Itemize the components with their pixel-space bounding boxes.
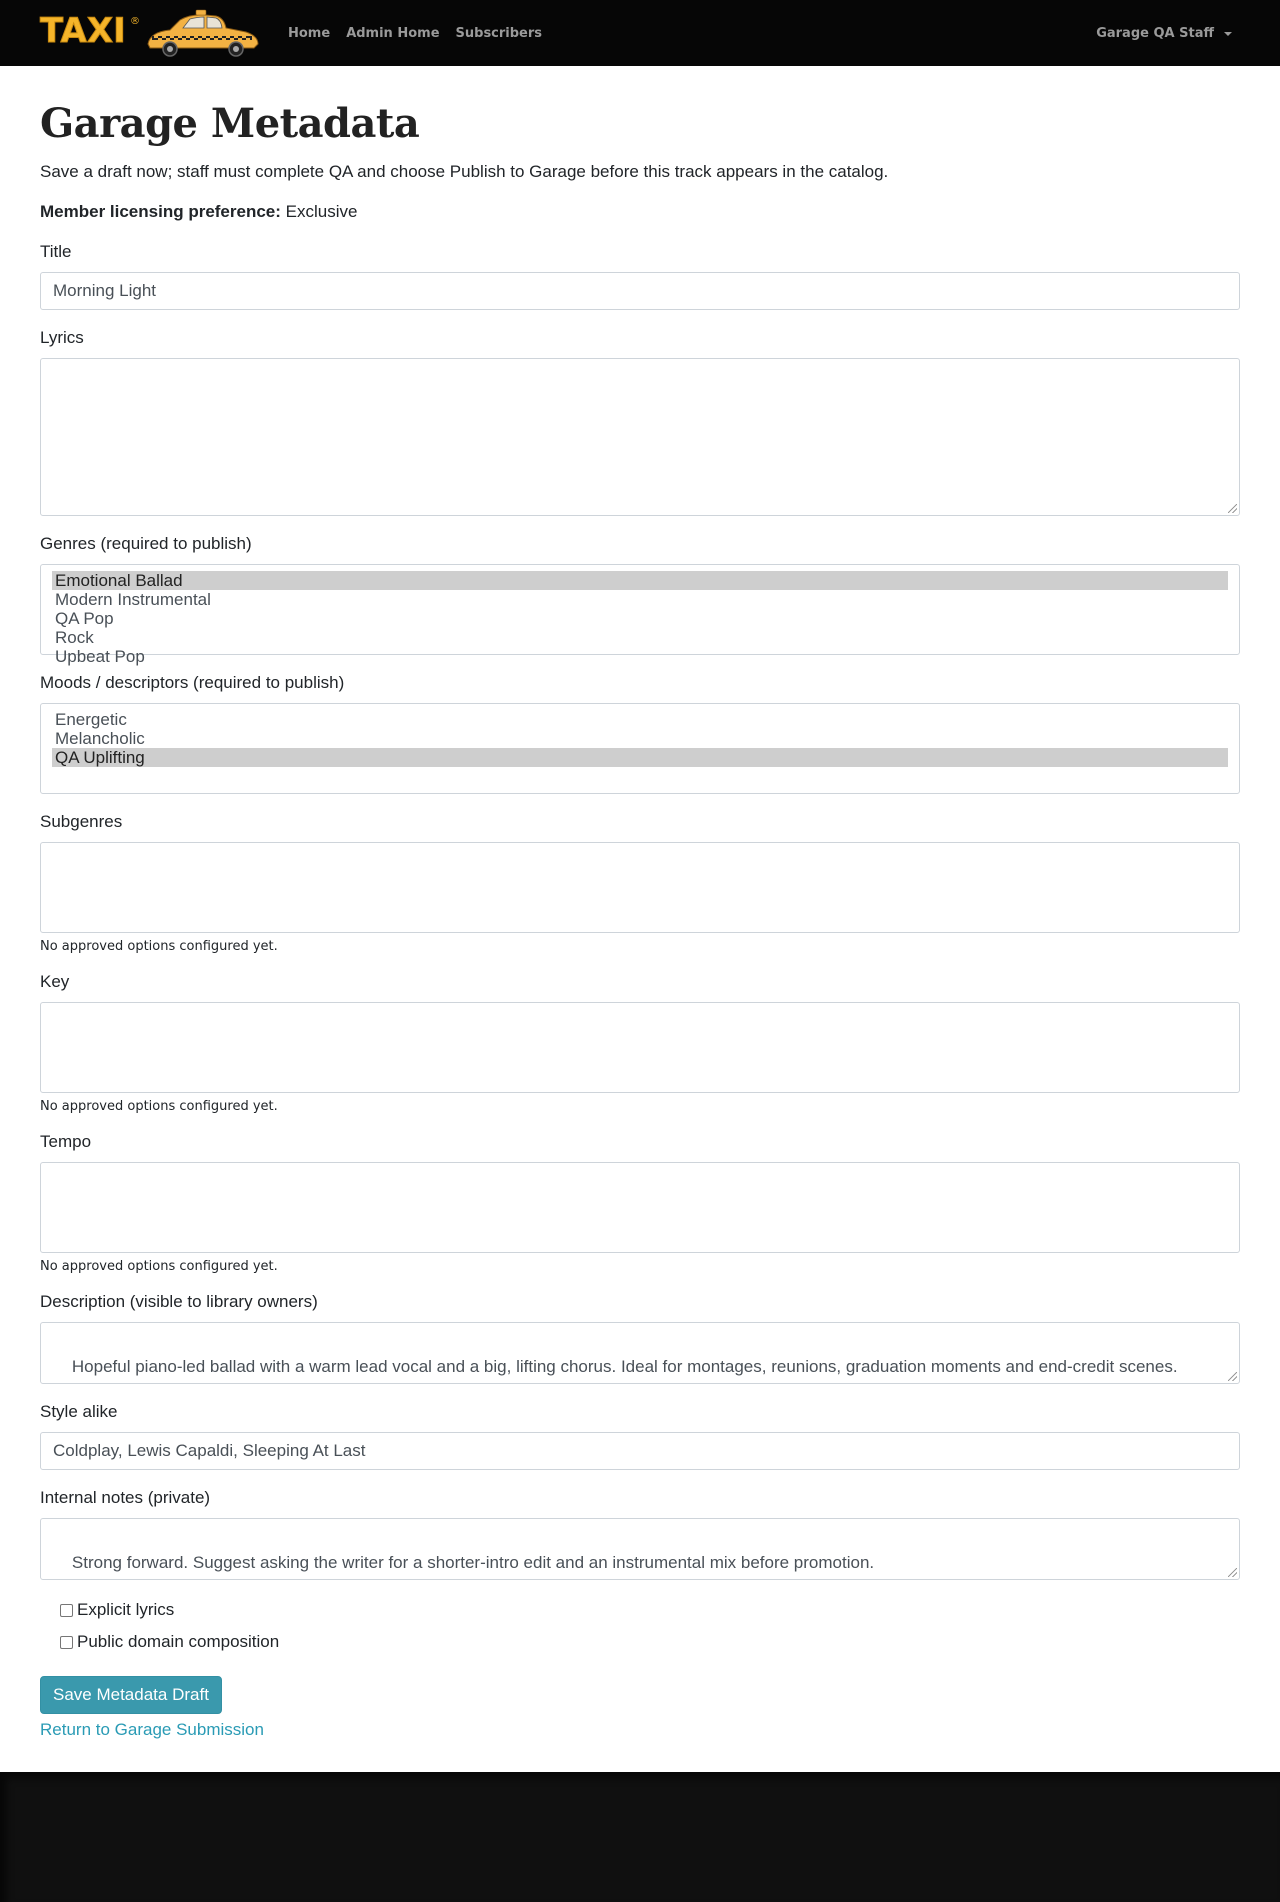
style-alike-input[interactable]: Coldplay, Lewis Capaldi, Sleeping At Last [40, 1432, 1240, 1470]
top-navbar [0, 0, 1280, 66]
mood-option-energetic[interactable]: Energetic [55, 710, 127, 729]
svg-text:TAXI: TAXI [40, 11, 126, 51]
genre-option-qa-pop[interactable]: QA Pop [55, 609, 114, 628]
lyrics-textarea[interactable] [40, 358, 1240, 516]
moods-listbox[interactable] [40, 703, 1240, 794]
chevron-down-icon [1224, 32, 1232, 36]
nav-link-subscribers[interactable]: Subscribers [455, 25, 543, 41]
resize-grip-icon[interactable] [1228, 504, 1237, 513]
genre-option-modern-instrumental[interactable]: Modern Instrumental [55, 590, 211, 609]
internal-notes-value: Strong forward. Suggest asking the writer for a shorter-intro edit and an instrumental mix before promotion. [71, 1553, 875, 1572]
genres-label: Genres (required to publish) [40, 534, 252, 553]
user-menu-dropdown[interactable] [1096, 0, 1232, 66]
tempo-hint: No approved options configured yet. [40, 1259, 278, 1274]
explicit-lyrics-row[interactable] [60, 1598, 1240, 1622]
svg-text:®: ® [130, 16, 140, 27]
licensing-preference-value: Exclusive [285, 202, 358, 221]
licensing-preference [40, 200, 1240, 224]
style-alike-label: Style alike [40, 1402, 118, 1421]
moods-label: Moods / descriptors (required to publish) [40, 673, 345, 692]
taxi-cab-logo-icon [40, 6, 262, 60]
main-nav [288, 0, 542, 66]
genres-listbox[interactable] [40, 564, 1240, 666]
metadata-form [40, 66, 1240, 1742]
subgenres-label: Subgenres [40, 812, 123, 831]
nav-link-admin-home[interactable]: Admin Home [346, 25, 440, 41]
key-hint: No approved options configured yet. [40, 1099, 278, 1114]
resize-grip-icon[interactable] [1228, 1372, 1237, 1381]
intro-text: Save a draft now; staff must complete QA and choose Publish to Garage before this track appears in the catalog. [40, 162, 889, 181]
title-label: Title [40, 242, 72, 261]
tempo-listbox[interactable] [40, 1162, 1240, 1253]
lyrics-label: Lyrics [40, 328, 84, 347]
page-footer [0, 1772, 1280, 1902]
subgenres-listbox[interactable] [40, 842, 1240, 933]
public-domain-row[interactable] [60, 1630, 1240, 1654]
resize-grip-icon[interactable] [1228, 1568, 1237, 1577]
user-menu-label: Garage QA Staff [1096, 25, 1214, 41]
page-title: Garage Metadata [40, 100, 420, 147]
key-listbox[interactable] [40, 1002, 1240, 1093]
explicit-lyrics-label: Explicit lyrics [77, 1600, 175, 1619]
mood-option-qa-uplifting[interactable]: QA Uplifting [52, 748, 1228, 767]
save-metadata-draft-button[interactable]: Save Metadata Draft [40, 1676, 222, 1714]
nav-link-home[interactable]: Home [288, 25, 331, 41]
key-label: Key [40, 972, 70, 991]
genre-option-rock[interactable]: Rock [55, 628, 94, 647]
internal-notes-label: Internal notes (private) [40, 1488, 211, 1507]
title-input[interactable]: Morning Light [40, 272, 1240, 310]
description-label: Description (visible to library owners) [40, 1292, 318, 1311]
return-to-submission-link[interactable]: Return to Garage Submission [40, 1720, 264, 1739]
description-value: Hopeful piano-led ballad with a warm lead vocal and a big, lifting chorus. Ideal for montages, reunions, graduation moments and end-credit scenes. [71, 1357, 1178, 1376]
public-domain-checkbox[interactable] [60, 1636, 73, 1649]
subgenres-hint: No approved options configured yet. [40, 939, 278, 954]
taxi-logo[interactable] [40, 6, 262, 60]
licensing-preference-label: Member licensing preference: [40, 202, 281, 221]
genre-option-upbeat-pop[interactable]: Upbeat Pop [55, 647, 145, 666]
mood-option-melancholic[interactable]: Melancholic [55, 729, 145, 748]
public-domain-label: Public domain composition [77, 1632, 280, 1651]
tempo-label: Tempo [40, 1132, 92, 1151]
genre-option-emotional-ballad[interactable]: Emotional Ballad [52, 571, 1228, 590]
internal-notes-textarea[interactable] [40, 1518, 1240, 1580]
description-textarea[interactable] [40, 1322, 1240, 1384]
